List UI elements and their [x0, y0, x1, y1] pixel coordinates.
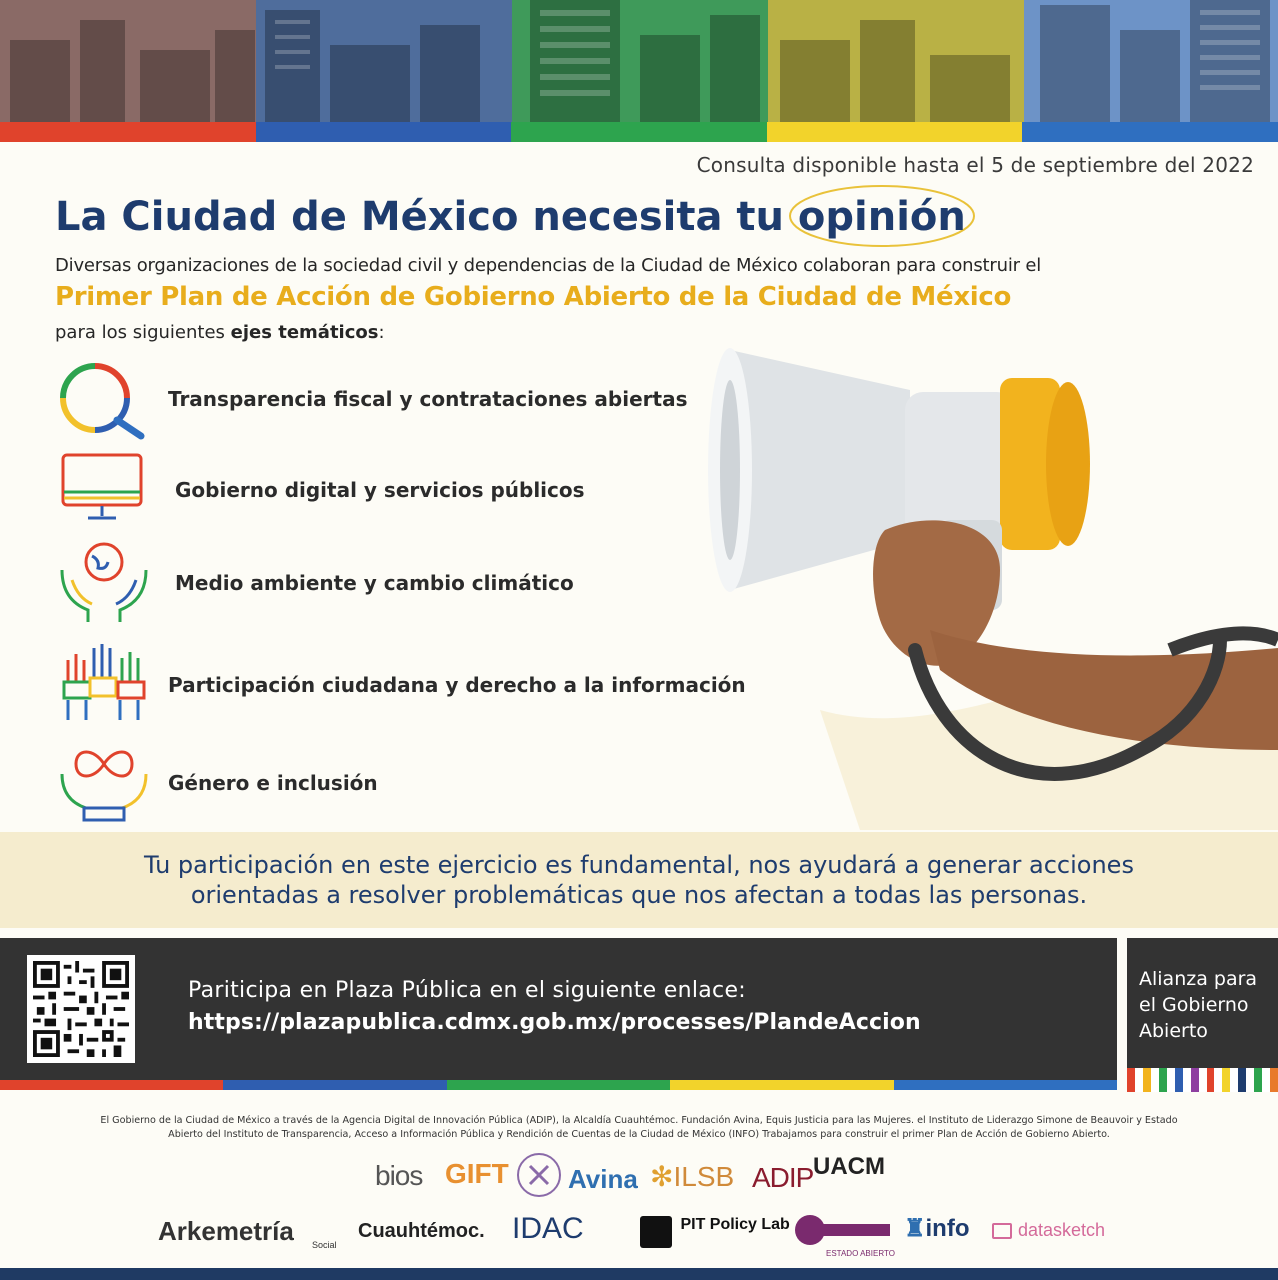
monitor-icon	[60, 452, 146, 524]
legal-text: El Gobierno de la Ciudad de México a través de la Agencia Digital de Innovación Pública (ADIP), la Alcaldía Cuauhtémoc. Fundación Avina, Equis Justicia para las Mujeres. el Instituto de Liderazgo Simone de Beauvoir y Estado Abierto del Instituto de Transparencia, Acceso a Información Pública y Rendición de Cuentas de la Ciudad de México (INFO) Trabajamos para construir el primer Plan de Acción de Gobierno Abierto.	[100, 1115, 1178, 1140]
uacm-logo: UACM	[813, 1153, 885, 1180]
plaza-publica-link[interactable]: https://plazapublica.cdmx.gob.mx/processes/PlandeAccion	[188, 1010, 921, 1035]
page-title-highlight: opinión	[798, 194, 966, 240]
gift-logo: GIFT	[445, 1158, 509, 1189]
deadline-text: Consulta disponible hasta el 5 de septiembre del 2022	[696, 153, 1254, 177]
cuauhtemoc-logo: Cuauhtémoc.	[358, 1220, 485, 1242]
pit-policy-lab-logo: PIT Policy Lab	[640, 1216, 790, 1248]
alliance-divider	[1117, 938, 1127, 1080]
bios-logo: bios	[375, 1160, 423, 1191]
idac-logo: IDAC	[512, 1212, 584, 1245]
key-icon	[794, 1212, 894, 1248]
topic-label-transparency: Transparencia fiscal y contrataciones abiertas	[168, 387, 688, 411]
arkemetria-logo: Arkemetría	[158, 1216, 294, 1246]
page-title	[55, 194, 966, 240]
estado-abierto-logo: ESTADO ABIERTO	[794, 1212, 895, 1258]
participation-band	[0, 938, 1278, 1080]
city-photo-banner	[0, 0, 1278, 122]
alliance-color-stripes	[1127, 1068, 1278, 1092]
alliance-logo-text: Alianza para el Gobierno Abierto	[1139, 968, 1258, 1042]
ilsb-logo: ✻ILSB	[650, 1161, 735, 1192]
globe-hands-icon	[58, 540, 150, 626]
bottom-color-bar	[0, 1080, 1117, 1090]
topic-label-participation: Participación ciudadana y derecho a la información	[168, 673, 746, 697]
participation-instructions: Pariticipa en Plaza Pública en el siguiente enlace:	[188, 978, 746, 1003]
callout-text: Tu participación en este ejercicio es fundamental, nos ayudará a generar acciones orientadas a resolver problemáticas que nos afectan a todas las personas.	[144, 851, 1134, 909]
avina-logo: Avina	[568, 1164, 638, 1194]
callout-banner	[0, 832, 1278, 928]
adip-logo: ADIP	[752, 1162, 814, 1193]
megaphone-hand-illustration	[700, 330, 1278, 830]
arkemetria-sub: Social	[312, 1240, 337, 1250]
topic-label-gender: Género e inclusión	[168, 771, 378, 795]
qr-code-icon	[33, 961, 129, 1057]
topic-label-environment: Medio ambiente y cambio climático	[175, 571, 574, 595]
topic-label-digital: Gobierno digital y servicios públicos	[175, 478, 585, 502]
footer-base-bar	[0, 1268, 1278, 1280]
datasketch-logo: datasketch	[992, 1220, 1105, 1241]
equis-logo	[516, 1152, 562, 1198]
intro-text: Diversas organizaciones de la sociedad civil y dependencias de la Ciudad de México colaboran para construir el	[55, 255, 1042, 276]
color-stripe-bar	[0, 122, 1278, 142]
axes-intro: para los siguientes ejes temáticos:	[55, 322, 385, 343]
magnifier-icon	[55, 358, 147, 442]
infinity-hands-icon	[58, 740, 150, 824]
page-title-prefix: La Ciudad de México necesita tu	[55, 194, 798, 240]
info-logo: ♜info	[904, 1215, 970, 1242]
raised-hands-icon	[58, 642, 148, 724]
plan-title: Primer Plan de Acción de Gobierno Abierto de la Ciudad de México	[55, 282, 1012, 312]
qr-code[interactable]	[27, 955, 135, 1063]
